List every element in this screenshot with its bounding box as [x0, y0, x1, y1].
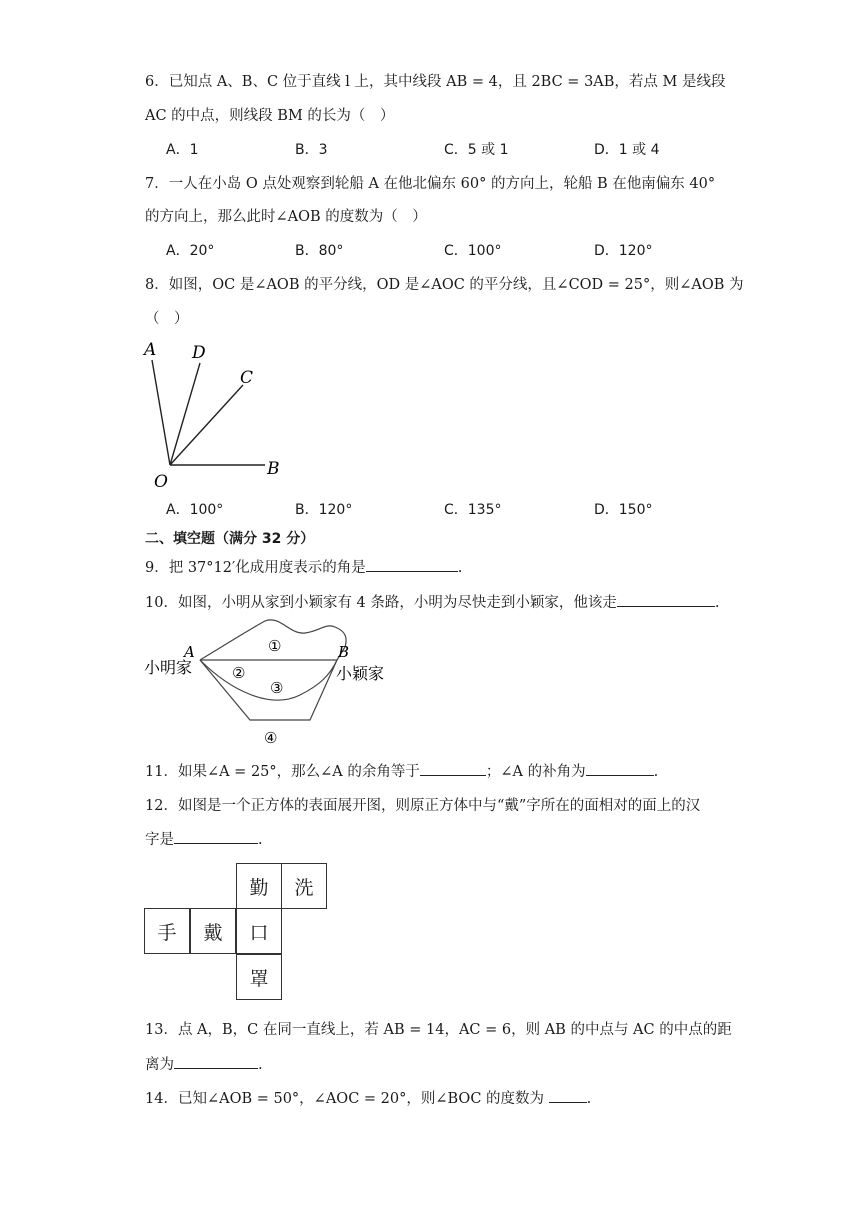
- label-a: A: [144, 340, 157, 360]
- net-cell-qin: 勤: [236, 863, 282, 909]
- answer-blank-complement[interactable]: [420, 761, 486, 776]
- question-14-text: 14．已知∠AOB = 50°，∠AOC = 20°，则∠BOC 的度数为: [145, 1091, 549, 1107]
- question-10-text: 10．如图，小明从家到小颖家有 4 条路，小明为尽快走到小颖家，他该走: [145, 595, 617, 611]
- ray-oa: [152, 360, 170, 465]
- answer-blank[interactable]: [174, 829, 258, 844]
- option-a: A．100°: [166, 502, 224, 518]
- question-11-end: .: [653, 764, 659, 780]
- net-cell-xi: 洗: [281, 863, 327, 909]
- question-10-end: .: [714, 595, 720, 611]
- label-c: C: [240, 368, 254, 388]
- answer-blank[interactable]: [617, 592, 715, 607]
- question-12-line-1: 12．如图是一个正方体的表面展开图，则原正方体中与“戴”字所在的面相对的面上的汉: [145, 798, 701, 814]
- label-b: B: [338, 643, 350, 661]
- question-14-end: .: [586, 1091, 592, 1107]
- question-13-end: .: [258, 1057, 263, 1073]
- question-6-line-2: AC 的中点，则线段 BM 的长为（ ）: [145, 108, 395, 124]
- option-d: D．1 或 4: [594, 142, 660, 158]
- question-13-line-2: [145, 1054, 263, 1075]
- ray-od: [170, 363, 200, 465]
- route-4-label: ④: [264, 729, 278, 747]
- option-c: C．135°: [444, 502, 502, 518]
- question-11: [145, 761, 658, 782]
- net-cell-dai: 戴: [190, 908, 236, 954]
- label-o: O: [154, 472, 168, 492]
- option-b: B．120°: [295, 502, 353, 518]
- route-3-label: ③: [270, 679, 284, 697]
- question-9-end: .: [457, 560, 463, 576]
- question-8-line-1: 8．如图，OC 是∠AOB 的平分线，OD 是∠AOC 的平分线，且∠COD = 25°，则∠AOB 为: [145, 277, 744, 293]
- option-a: A．20°: [166, 243, 215, 259]
- question-11-text-1: 11．如果∠A = 25°，那么∠A 的余角等于: [145, 764, 420, 780]
- route-1-label: ①: [268, 637, 282, 655]
- answer-blank-supplement[interactable]: [586, 761, 654, 776]
- question-9: [145, 557, 462, 578]
- question-12-line-2: [145, 829, 263, 850]
- option-a: A．1: [166, 142, 199, 158]
- answer-blank[interactable]: [549, 1088, 587, 1103]
- answer-blank[interactable]: [174, 1054, 258, 1069]
- route-4: [200, 660, 337, 720]
- cube-net: [144, 863, 332, 1003]
- question-7-options: [166, 241, 726, 261]
- option-d: D．120°: [594, 243, 653, 259]
- question-13-text: 离为: [145, 1057, 174, 1073]
- xiaoming-home-label: 小明家: [144, 658, 193, 677]
- xiaoying-home-label: 小颖家: [336, 664, 385, 683]
- question-6-line-1: 6．已知点 A、B、C 位于直线 l 上，其中线段 AB = 4，且 2BC = 3AB，若点 M 是线段: [145, 74, 726, 90]
- angle-bisector-figure: [140, 335, 290, 495]
- option-b: B．3: [295, 142, 328, 158]
- label-b: B: [267, 459, 280, 479]
- question-14: [145, 1088, 591, 1109]
- question-12-text: 字是: [145, 832, 174, 848]
- option-d: D．150°: [594, 502, 653, 518]
- question-6-options: [166, 140, 726, 160]
- question-10: [145, 592, 720, 613]
- section-2-title: 二、填空题（满分 32 分）: [145, 531, 315, 547]
- ray-oc: [170, 385, 243, 465]
- answer-blank[interactable]: [366, 557, 458, 572]
- question-12-end: .: [258, 832, 263, 848]
- net-cell-kou: 口: [236, 908, 282, 954]
- route-3: [200, 660, 337, 700]
- question-8-options: [166, 500, 726, 520]
- question-11-text-2: ；∠A 的补角为: [485, 764, 586, 780]
- option-c: C．100°: [444, 243, 502, 259]
- label-d: D: [192, 343, 206, 363]
- question-13-line-1: 13．点 A，B，C 在同一直线上，若 AB = 14，AC = 6，则 AB 的中点与 AC 的中点的距: [145, 1022, 732, 1038]
- route-2-label: ②: [232, 664, 246, 682]
- option-b: B．80°: [295, 243, 344, 259]
- label-a: A: [184, 643, 195, 661]
- question-7-line-1: 7．一人在小岛 O 点处观察到轮船 A 在他北偏东 60° 的方向上，轮船 B 在他南偏东 40°: [145, 176, 716, 192]
- net-cell-zhao: 罩: [236, 954, 282, 1000]
- question-7-line-2: 的方向上，那么此时∠AOB 的度数为（ ）: [145, 209, 427, 225]
- routes-figure: [140, 615, 400, 750]
- option-c: C．5 或 1: [444, 142, 509, 158]
- question-9-text: 9．把 37°12′化成用度表示的角是: [145, 560, 366, 576]
- net-cell-shou: 手: [144, 908, 190, 954]
- question-8-line-2: （ ）: [145, 311, 189, 327]
